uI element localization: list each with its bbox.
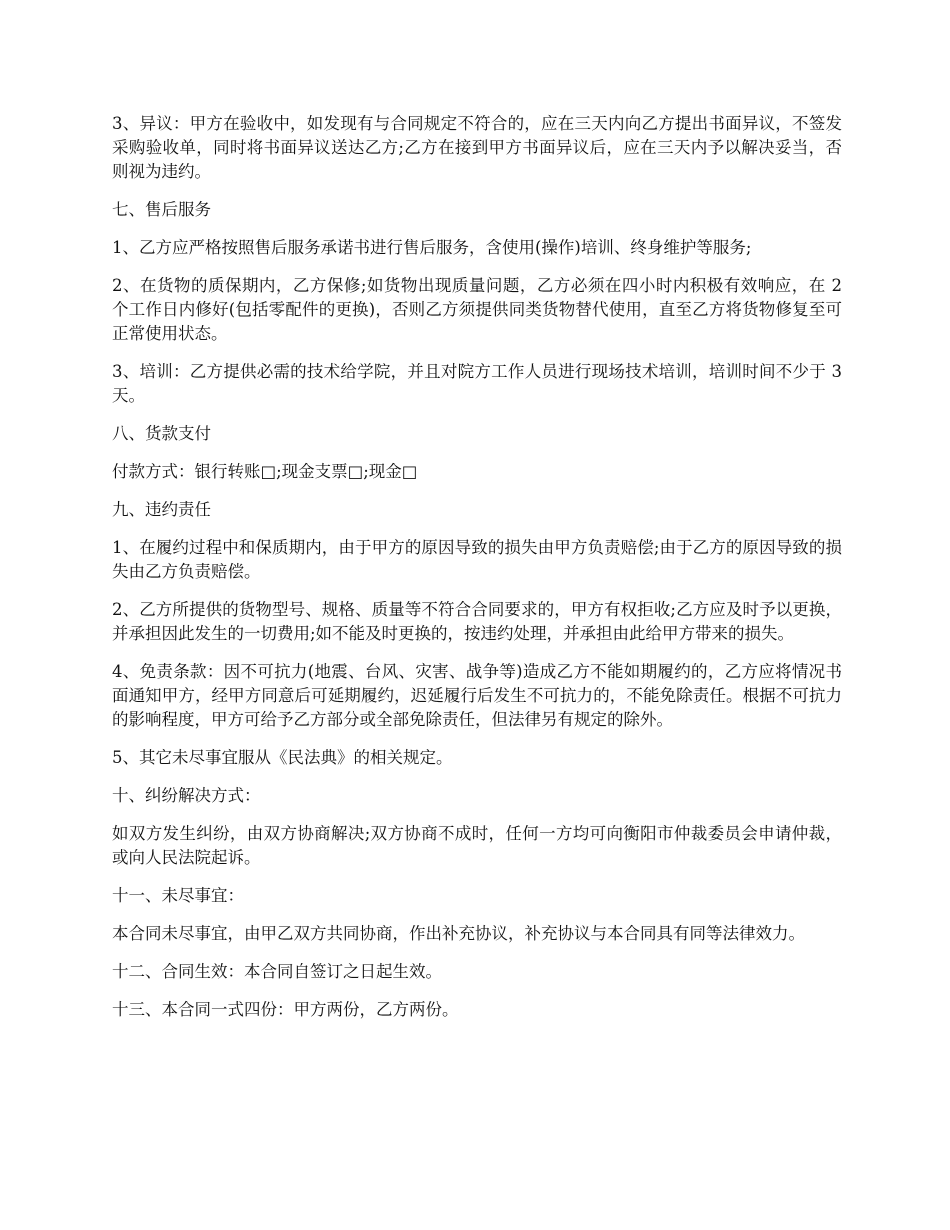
- document-body: [112, 112, 842, 1036]
- clause-objection: 3、异议：甲方在验收中，如发现有与合同规定不符合的，应在三天内向乙方提出书面异议，不签发采购验收单，同时将书面异议送达乙方;乙方在接到甲方书面异议后，应在三天内予以解决妥当，否则视为违约。: [112, 114, 842, 181]
- clause-liability-1: 1、在履约过程中和保质期内，由于甲方的原因导致的损失由甲方负责赔偿;由于乙方的原因导致的损失由乙方负责赔偿。: [112, 538, 842, 581]
- clause-dispute: 如双方发生纠纷，由双方协商解决;双方协商不成时，任何一方均可向衡阳市仲裁委员会申请仲裁，或向人民法院起诉。: [112, 824, 842, 867]
- section-heading-unsettled: 十一、未尽事宜：: [112, 886, 244, 905]
- clause-after-sales-1: 1、乙方应严格按照售后服务承诺书进行售后服务，含使用(操作)培训、终身维护等服务;: [112, 238, 752, 257]
- section-heading-liability: 九、违约责任: [112, 500, 211, 519]
- clause-liability-4: 4、免责条款：因不可抗力(地震、台风、灾害、战争等)造成乙方不能如期履约的，乙方应将情况书面通知甲方，经甲方同意后可延期履约，迟延履行后发生不可抗力的，不能免除责任。根据不可抗力的影响程度，甲方可给予乙方部分或全部免除责任，但法律另有规定的除外。: [112, 662, 842, 729]
- clause-after-sales-3: 3、培训：乙方提供必需的技术给学院，并且对院方工作人员进行现场技术培训，培训时间不少于 3 天。: [112, 362, 842, 405]
- section-heading-payment: 八、货款支付: [112, 424, 211, 443]
- clause-effective: 十二、合同生效：本合同自签订之日起生效。: [112, 962, 442, 981]
- clause-copies: 十三、本合同一式四份：甲方两份，乙方两份。: [112, 1000, 459, 1019]
- clause-liability-5: 5、其它未尽事宜服从《民法典》的相关规定。: [112, 748, 453, 767]
- clause-payment-method: 付款方式：银行转账□;现金支票□;现金□: [112, 462, 418, 481]
- section-heading-dispute: 十、纠纷解决方式：: [112, 786, 261, 805]
- clause-after-sales-2: 2、在货物的质保期内，乙方保修;如货物出现质量问题，乙方必须在四小时内积极有效响应，在 2 个工作日内修好(包括零配件的更换)，否则乙方须提供同类货物替代使用，直至乙方将货物修复至可正常使用状态。: [112, 276, 842, 343]
- section-heading-after-sales: 七、售后服务: [112, 200, 211, 219]
- clause-liability-2: 2、乙方所提供的货物型号、规格、质量等不符合合同要求的，甲方有权拒收;乙方应及时予以更换，并承担因此发生的一切费用;如不能及时更换的，按违约处理，并承担由此给甲方带来的损失。: [112, 600, 842, 643]
- clause-unsettled: 本合同未尽事宜，由甲乙双方共同协商，作出补充协议，补充协议与本合同具有同等法律效力。: [112, 924, 805, 943]
